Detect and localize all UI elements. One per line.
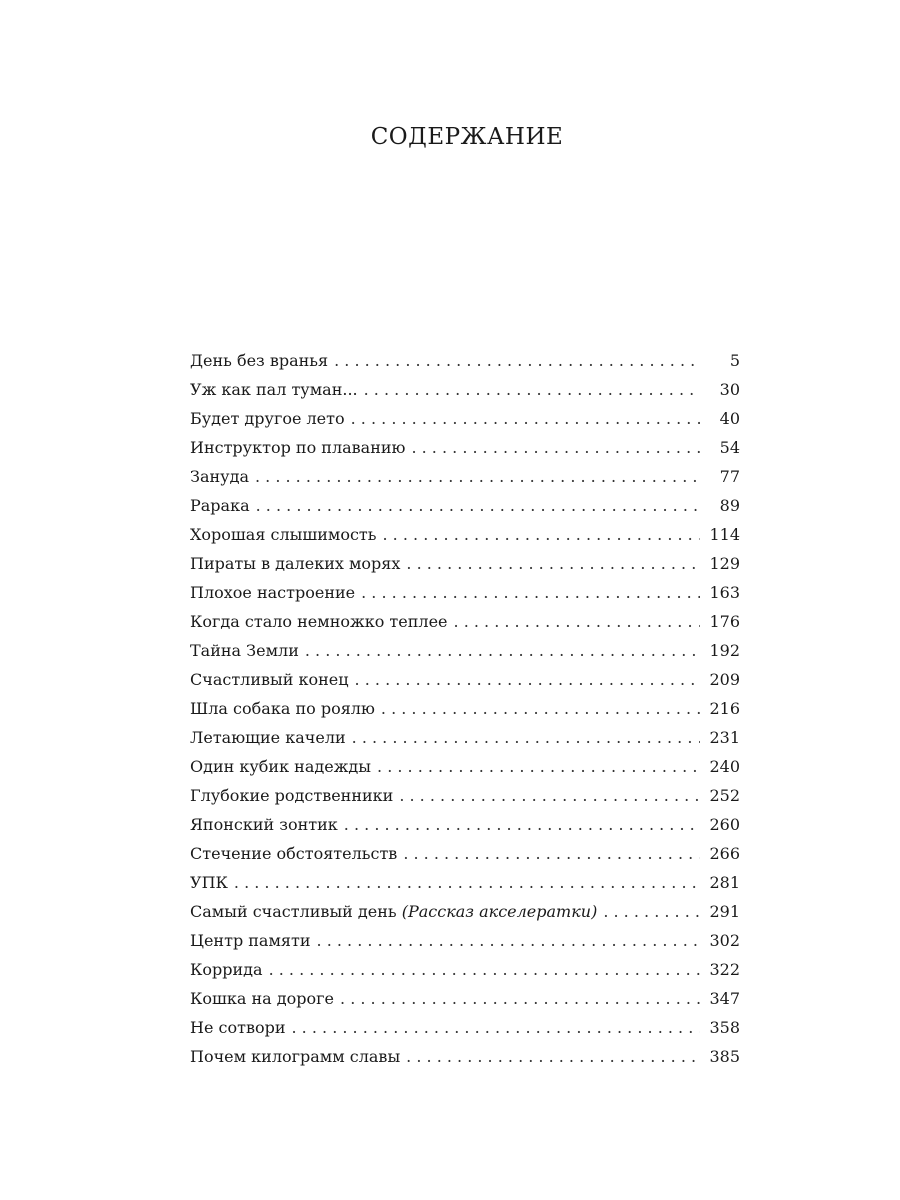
toc-entry-page-number: 77 xyxy=(719,467,740,486)
toc-entry-page-number: 114 xyxy=(709,525,740,544)
toc-entry[interactable] xyxy=(190,607,740,636)
toc-entry[interactable] xyxy=(190,984,740,1013)
toc-entry-title: День без вранья xyxy=(190,351,329,370)
toc-entry-page-number: 240 xyxy=(709,757,740,776)
toc-entry-page-number: 302 xyxy=(709,931,740,950)
dot-leader xyxy=(317,926,700,955)
toc-entry-page-number: 192 xyxy=(709,641,740,660)
toc-entry-title-wrap xyxy=(190,955,269,984)
toc-entry-page-number: 54 xyxy=(719,438,740,457)
toc-entry-page-number: 231 xyxy=(709,728,740,747)
toc-entry[interactable] xyxy=(190,520,740,549)
toc-entry-title-wrap xyxy=(190,1013,292,1042)
dot-leader xyxy=(344,810,700,839)
toc-entry-title-wrap xyxy=(190,1042,406,1071)
toc-entry[interactable] xyxy=(190,839,740,868)
toc-entry-page-number: 216 xyxy=(709,699,740,718)
toc-entry-title-wrap xyxy=(190,607,454,636)
toc-entry-title-wrap xyxy=(190,810,344,839)
dot-leader xyxy=(603,897,700,926)
toc-entry-title: Счастливый конец xyxy=(190,670,349,689)
toc-entry[interactable] xyxy=(190,549,740,578)
toc-entry-title: Центр памяти xyxy=(190,931,311,950)
toc-entry-page-number: 291 xyxy=(709,902,740,921)
toc-entry-title-wrap xyxy=(190,375,364,404)
toc-entry-page-number: 40 xyxy=(719,409,740,428)
toc-entry-title-wrap xyxy=(190,868,234,897)
toc-entry-title-wrap xyxy=(190,926,317,955)
toc-entry[interactable] xyxy=(190,578,740,607)
toc-entry-page-number: 176 xyxy=(709,612,740,631)
page-title: СОДЕРЖАНИЕ xyxy=(370,124,564,150)
toc-entry-page-number: 385 xyxy=(709,1047,740,1066)
toc-entry-title: Шла собака по роялю xyxy=(190,699,375,718)
toc-entry-title-wrap xyxy=(190,520,383,549)
toc-entry[interactable] xyxy=(190,404,740,433)
toc-entry-title: Один кубик надежды xyxy=(190,757,372,776)
toc-entry-title-wrap xyxy=(190,694,381,723)
toc-entry[interactable] xyxy=(190,375,740,404)
toc-entry-title-wrap xyxy=(190,346,334,375)
toc-entry[interactable] xyxy=(190,810,740,839)
toc-entry-title-wrap xyxy=(190,723,352,752)
toc-entry-title-wrap xyxy=(190,752,377,781)
toc-entry[interactable] xyxy=(190,665,740,694)
toc-entry[interactable] xyxy=(190,926,740,955)
toc-entry-page-number: 163 xyxy=(709,583,740,602)
toc-entry-title: Коррида xyxy=(190,960,263,979)
toc-entry-title-wrap xyxy=(190,665,355,694)
toc-entry-title: Уж как пал туман... xyxy=(190,380,358,399)
toc-entry-page-number: 358 xyxy=(709,1018,740,1037)
toc-entry-title: Пираты в далеких морях xyxy=(190,554,401,573)
toc-entry-page-number: 30 xyxy=(719,380,740,399)
toc-entry[interactable] xyxy=(190,433,740,462)
toc-entry-title: Будет другое лето xyxy=(190,409,345,428)
toc-entry-title-wrap xyxy=(190,433,411,462)
dot-leader xyxy=(292,1013,701,1042)
dot-leader xyxy=(403,839,700,868)
toc-entry-title: Когда стало немножко теплее xyxy=(190,612,448,631)
dot-leader xyxy=(305,636,700,665)
dot-leader xyxy=(340,984,700,1013)
toc-entry-title: Японский зонтик xyxy=(190,815,338,834)
dot-leader xyxy=(256,491,700,520)
dot-leader xyxy=(255,462,700,491)
toc-entry-title: УПК xyxy=(190,873,228,892)
toc-entry-title-wrap xyxy=(190,549,406,578)
toc-entry-page-number: 266 xyxy=(709,844,740,863)
toc-entry-title: Хорошая слышимость xyxy=(190,525,377,544)
toc-entry-page-number: 281 xyxy=(709,873,740,892)
dot-leader xyxy=(355,665,700,694)
dot-leader xyxy=(351,404,700,433)
toc-entry-title-wrap xyxy=(190,578,361,607)
toc-entry-title: Не сотвори xyxy=(190,1018,286,1037)
dot-leader xyxy=(364,375,700,404)
toc-entry[interactable] xyxy=(190,752,740,781)
toc-entry-page-number: 129 xyxy=(709,554,740,573)
toc-entry[interactable] xyxy=(190,1042,740,1071)
toc-entry-title: Стечение обстоятельств xyxy=(190,844,398,863)
toc-entry[interactable] xyxy=(190,955,740,984)
toc-entry-title: Плохое настроение xyxy=(190,583,356,602)
toc-entry-title: Летающие качели xyxy=(190,728,346,747)
dot-leader xyxy=(377,752,700,781)
dot-leader xyxy=(454,607,700,636)
toc-entry[interactable] xyxy=(190,781,740,810)
toc-entry[interactable] xyxy=(190,1013,740,1042)
toc-entry-title: Зануда xyxy=(190,467,249,486)
toc-entry-subtitle: (Рассказ акселератки) xyxy=(401,902,598,921)
dot-leader xyxy=(383,520,701,549)
toc-entry[interactable] xyxy=(190,462,740,491)
dot-leader xyxy=(411,433,700,462)
dot-leader xyxy=(406,1042,700,1071)
toc-entry-title-wrap xyxy=(190,839,403,868)
toc-entry-page-number: 322 xyxy=(709,960,740,979)
toc-entry-page-number: 347 xyxy=(709,989,740,1008)
toc-entry-title: Почем килограмм славы xyxy=(190,1047,401,1066)
toc-entry[interactable] xyxy=(190,346,740,375)
toc-entry-title: Глубокие родственники xyxy=(190,786,394,805)
toc-entry-page-number: 260 xyxy=(709,815,740,834)
dot-leader xyxy=(269,955,700,984)
toc-entry-title-wrap xyxy=(190,897,603,926)
toc-entry-page-number: 89 xyxy=(719,496,740,515)
toc-entry-title: Тайна Земли xyxy=(190,641,299,660)
dot-leader xyxy=(406,549,700,578)
toc-entry-page-number: 209 xyxy=(709,670,740,689)
dot-leader xyxy=(361,578,700,607)
toc-entry[interactable] xyxy=(190,723,740,752)
toc-entry[interactable] xyxy=(190,868,740,897)
toc-entry-page-number: 252 xyxy=(709,786,740,805)
toc-entry-title-wrap xyxy=(190,636,305,665)
toc-entry[interactable] xyxy=(190,491,740,520)
toc-entry[interactable] xyxy=(190,694,740,723)
dot-leader xyxy=(334,346,700,375)
toc-entry-page-number: 5 xyxy=(729,351,740,370)
dot-leader xyxy=(352,723,700,752)
toc-entry[interactable] xyxy=(190,636,740,665)
toc-entry-title-wrap xyxy=(190,781,399,810)
toc-entry-title: Самый счастливый день xyxy=(190,902,397,921)
dot-leader xyxy=(381,694,700,723)
toc-entry-title: Инструктор по плаванию xyxy=(190,438,406,457)
toc-entry-title-wrap xyxy=(190,491,256,520)
toc-entry-title-wrap xyxy=(190,404,351,433)
toc-entry-title: Рарака xyxy=(190,496,250,515)
toc-entry-title: Кошка на дороге xyxy=(190,989,335,1008)
dot-leader xyxy=(234,868,700,897)
dot-leader xyxy=(399,781,700,810)
table-of-contents xyxy=(190,346,740,1071)
toc-entry-title-wrap xyxy=(190,984,340,1013)
toc-entry[interactable] xyxy=(190,897,740,926)
toc-entry-title-wrap xyxy=(190,462,255,491)
